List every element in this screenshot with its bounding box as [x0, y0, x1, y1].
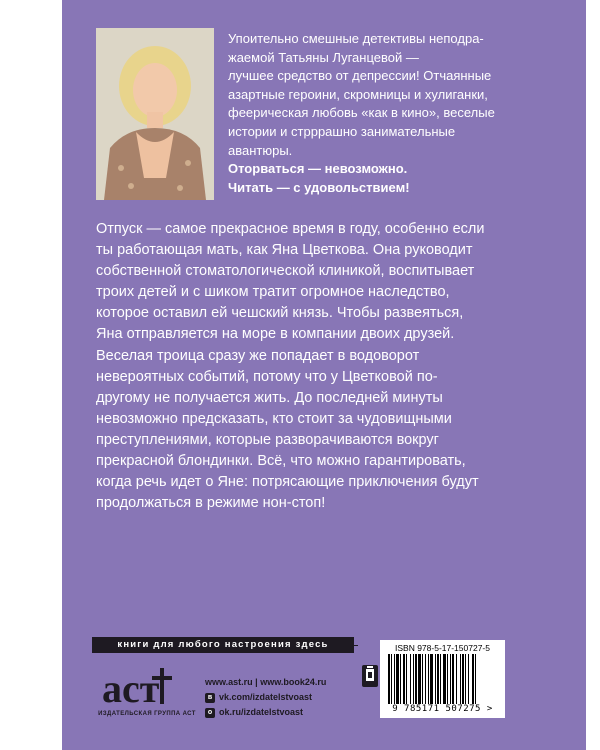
barcode-bar [394, 654, 395, 704]
isbn-barcode-box [380, 640, 505, 718]
blurb-line: феерическая любовь «как в кино», веселые [228, 105, 495, 121]
blurb-bold-line: Читать — с удовольствием! [228, 179, 410, 195]
description-line: невероятных событий, потому что у Цветковой по- [96, 368, 438, 385]
barcode [388, 654, 497, 704]
ok-link[interactable] [205, 705, 326, 720]
barcode-bar [460, 654, 461, 704]
barcode-bar [472, 654, 474, 704]
vk-link[interactable] [205, 690, 326, 705]
description-line: другому не получается жить. До последней минуты [96, 389, 443, 406]
book-description [96, 219, 576, 514]
description-line: преступлениями, которые разворачиваются вокруг [96, 431, 439, 448]
barcode-bar [456, 654, 457, 704]
description-line: которое оставил ей чешский князь. Чтобы развеяться, [96, 305, 464, 322]
barcode-bar [447, 654, 448, 704]
author-blurb [228, 30, 568, 197]
barcode-bar [415, 654, 417, 704]
barcode-bar [465, 654, 466, 704]
barcode-bar [468, 654, 469, 704]
blurb-line: Упоительно смешные детективы неподра- [228, 31, 484, 46]
link-text: www.ast.ru | www.book24.ru [205, 677, 327, 687]
barcode-bar [425, 654, 426, 704]
barcode-bar [462, 654, 464, 704]
barcode-bar [403, 654, 405, 704]
ok-icon: о [205, 708, 215, 718]
blurb-line: жаемой Татьяны Луганцевой — [228, 49, 419, 65]
link-text: vk.com/izdatelstvoast [219, 692, 313, 702]
description-line: Веселая троица сразу же попадает в водоворот [96, 347, 420, 364]
publisher-links [205, 675, 326, 720]
description-line: Отпуск — самое прекрасное время в году, особенно если [96, 221, 485, 237]
barcode-bar [391, 654, 392, 704]
description-line: троих детей и с шиком тратит огромное наследство, [96, 284, 450, 301]
link-text: ok.ru/izdatelstvoast [219, 707, 304, 717]
website-link[interactable] [205, 675, 326, 690]
barcode-bar [410, 654, 411, 704]
blurb-line: истории и стрррашно занимательные [228, 123, 456, 139]
isbn-label: ISBN 978-5-17-150727-5 [395, 643, 490, 653]
barcode-bar [396, 654, 399, 704]
barcode-bar [443, 654, 446, 704]
publisher-caption: ИЗДАТЕЛЬСКАЯ ГРУППА АСТ [98, 711, 196, 717]
publisher-logo-text: аст [102, 666, 160, 711]
description-line: когда речь идет о Яне: потрясающие приключения будут [96, 474, 479, 491]
author-photo [96, 28, 214, 200]
description-line: невозможно предсказать, кто стоит за чудовищными [96, 410, 452, 427]
barcode-bar [450, 654, 451, 704]
series-tagline: книги для любого настроения здесь [92, 637, 354, 653]
barcode-bar [435, 654, 436, 704]
isbn-digits: 9 785171 507275 > [392, 704, 493, 714]
vk-icon: в [205, 693, 215, 703]
barcode-bar [418, 654, 421, 704]
description-line: Яна отправляется на море в компании двоих друзей. [96, 326, 455, 343]
blurb-line: лучшее средство от депрессии! Отчаянные [228, 68, 492, 84]
barcode-bar [400, 654, 401, 704]
barcode-bar [475, 654, 476, 704]
lantern-icon [361, 664, 379, 688]
description-line: продолжаться в режиме нон-стоп! [96, 495, 326, 512]
blurb-bold-line: Оторваться — невозможно. [228, 161, 408, 177]
barcode-bar [413, 654, 414, 704]
barcode-bar [428, 654, 429, 704]
barcode-bar [452, 654, 454, 704]
blurb-line: азартные героини, скромницы и хулиганки, [228, 86, 488, 102]
barcode-bar [406, 654, 407, 704]
description-line: ты работающая мать, как Яна Цветкова. Она руководит [96, 242, 473, 259]
barcode-bar [422, 654, 423, 704]
barcode-bar [440, 654, 441, 704]
blurb-line: авантюры. [228, 142, 293, 158]
barcode-bar [388, 654, 390, 704]
description-line: прекрасной блондинки. Всё, что можно гарантировать, [96, 453, 466, 470]
barcode-bar [430, 654, 433, 704]
barcode-bar [437, 654, 439, 704]
description-line: собственной стоматологической клиникой, воспитывает [96, 263, 475, 280]
divider [354, 645, 358, 646]
